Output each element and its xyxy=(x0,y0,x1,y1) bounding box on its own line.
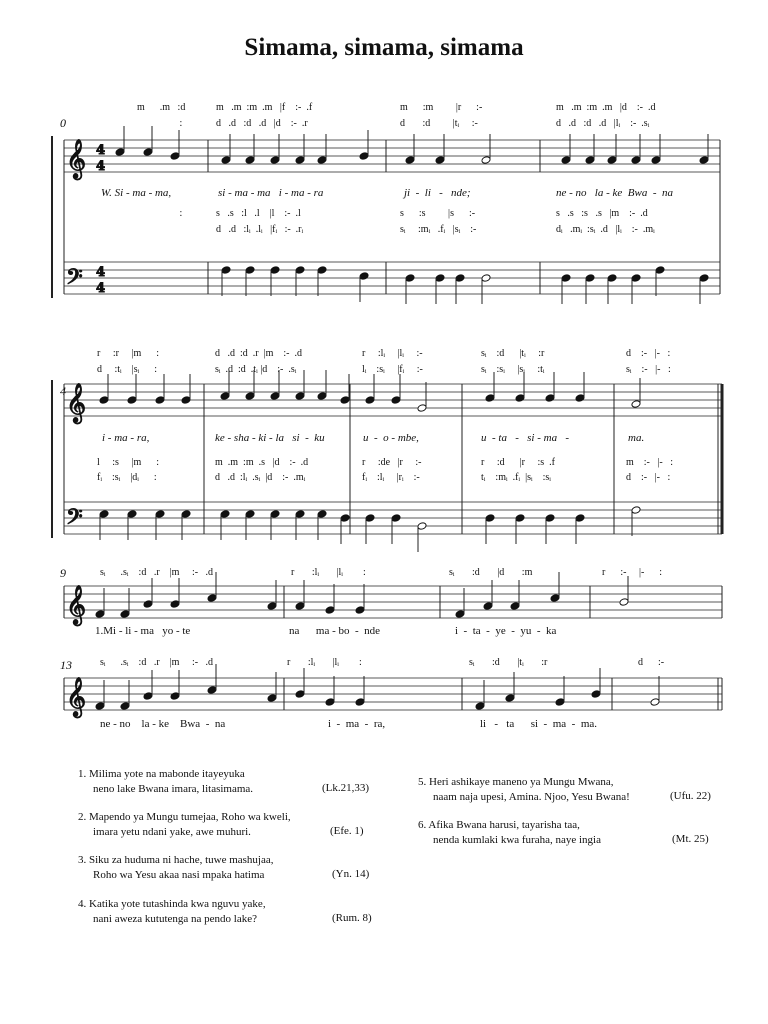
note-head xyxy=(127,510,137,519)
solfa-melody: sᵢ .sᵢ :d .r |m :- .d xyxy=(100,567,214,578)
note-head xyxy=(340,396,350,405)
treble-clef-icon: 𝄞 xyxy=(66,585,87,625)
time-signature: 4 xyxy=(96,281,106,296)
note-head xyxy=(317,156,327,165)
note-head xyxy=(221,156,231,165)
note-head xyxy=(485,514,495,523)
lyric-line: na ma - bo - nde xyxy=(289,625,381,637)
note-head xyxy=(317,510,327,519)
note-head xyxy=(591,690,601,699)
note-head xyxy=(267,694,277,703)
solfa-bass: d :- |- : xyxy=(626,472,671,483)
solfa-melody: r :lᵢ |lᵢ : xyxy=(291,567,366,578)
solfa-soprano: d .d :d .r |m :- .d xyxy=(215,348,302,359)
note-head xyxy=(365,514,375,523)
verse-line: 5. Heri ashikaye maneno ya Mungu Mwana, xyxy=(418,776,614,788)
measure-number: 9 xyxy=(60,566,66,580)
solfa-bass: d .d :lᵢ .lᵢ |fᵢ :- .rᵢ xyxy=(216,224,304,235)
verse-line: 4. Katika yote tutashinda kwa nguvu yake, xyxy=(78,898,266,910)
note-head xyxy=(181,396,191,405)
scripture-reference: (Rum. 8) xyxy=(332,912,372,924)
note-head xyxy=(355,606,365,615)
lyric-line: ji - li - nde; xyxy=(404,187,471,199)
note-head xyxy=(575,394,585,403)
note-head xyxy=(435,274,445,283)
note-head xyxy=(631,400,641,409)
note-head xyxy=(550,594,560,603)
note-head xyxy=(270,156,280,165)
solfa-soprano: sᵢ :d |tᵢ :r xyxy=(481,348,545,359)
note-head xyxy=(270,266,280,275)
solfa-tenor: r :de |r :- xyxy=(362,457,422,468)
note-head xyxy=(207,594,217,603)
verse-1 xyxy=(78,767,253,797)
note-head xyxy=(699,156,709,165)
note-head xyxy=(99,396,109,405)
solfa-soprano: m .m :m .m |d :- .d xyxy=(556,102,656,113)
solfa-melody: r :- |- : xyxy=(602,567,663,578)
lyric-line: 1.Mi - li - ma yo - te xyxy=(95,625,191,637)
solfa-bass: d .d :lᵢ .sᵢ |d :- .mᵢ xyxy=(215,472,306,483)
page-title: Simama, simama, simama xyxy=(244,34,524,61)
verse-line: nenda kumlaki kwa furaha, naye ingia xyxy=(433,834,601,846)
verse-2 xyxy=(78,810,291,840)
note-head xyxy=(143,600,153,609)
solfa-tenor: : xyxy=(137,208,183,219)
note-head xyxy=(120,610,130,619)
lyric-line: u - ta - si - ma - xyxy=(481,432,569,444)
note-head xyxy=(435,156,445,165)
note-head xyxy=(170,152,180,161)
solfa-soprano: m .m :m .m |f :- .f xyxy=(216,102,313,113)
solfa-melody: sᵢ :d |d :m xyxy=(449,567,533,578)
note-head xyxy=(295,156,305,165)
note-head xyxy=(220,392,230,401)
treble-clef-icon: 𝄞 xyxy=(66,139,87,179)
lyric-line: si - ma - ma i - ma - ra xyxy=(218,187,324,199)
note-head xyxy=(295,510,305,519)
solfa-alto: lᵢ :sᵢ |fᵢ :- xyxy=(362,364,423,375)
note-head xyxy=(631,274,641,283)
note-head xyxy=(359,152,369,161)
solfa-alto: sᵢ .d :d .tᵢ |d :- .sᵢ xyxy=(215,364,297,375)
note-head xyxy=(95,702,105,711)
scripture-reference: (Lk.21,33) xyxy=(322,782,370,794)
note-head xyxy=(607,156,617,165)
note-head xyxy=(455,610,465,619)
note-head xyxy=(485,394,495,403)
note-head xyxy=(585,274,595,283)
solfa-soprano: r :lᵢ |lᵢ :- xyxy=(362,348,423,359)
note-head xyxy=(481,156,491,165)
solfa-tenor: s .s :l .l |l :- .l xyxy=(216,208,301,219)
verse-line: 6. Afika Bwana harusi, tayarisha taa, xyxy=(418,819,580,831)
note-head xyxy=(585,156,595,165)
solfa-alto: sᵢ :sᵢ |sᵢ :tᵢ xyxy=(481,364,545,375)
solfa-tenor: s :s |s :- xyxy=(400,208,476,219)
note-head xyxy=(555,698,565,707)
verse-line: neno lake Bwana imara, litasimama. xyxy=(93,783,254,795)
note-head xyxy=(95,610,105,619)
solfa-melody: r :lᵢ |lᵢ : xyxy=(287,657,362,668)
verse-line: imara yetu ndani yake, awe muhuri. xyxy=(93,826,251,838)
solfa-soprano: m .m :d xyxy=(137,102,186,113)
note-head xyxy=(475,702,485,711)
note-head xyxy=(170,600,180,609)
note-head xyxy=(325,698,335,707)
scripture-reference: (Ufu. 22) xyxy=(670,790,711,802)
solfa-bass: tᵢ :mᵢ .fᵢ |sᵢ :sᵢ xyxy=(481,472,551,483)
verse-5 xyxy=(418,775,630,805)
note-head xyxy=(515,394,525,403)
note-head xyxy=(545,394,555,403)
verse-line: nani aweza kututenga na pendo lake? xyxy=(93,913,258,925)
lyric-line: li - ta si - ma - ma. xyxy=(480,718,598,730)
scripture-reference: (Yn. 14) xyxy=(332,868,370,880)
note-head xyxy=(455,274,465,283)
solfa-soprano: m :m |r :- xyxy=(400,102,483,113)
solfa-tenor: r :d |r :s .f xyxy=(481,457,555,468)
note-head xyxy=(417,404,427,413)
note-head xyxy=(245,392,255,401)
scripture-reference: (Mt. 25) xyxy=(672,833,709,845)
lyric-line: ke - sha - ki - la si - ku xyxy=(215,432,325,444)
solfa-tenor: s .s :s .s |m :- .d xyxy=(556,208,648,219)
note-head xyxy=(651,156,661,165)
note-head xyxy=(220,510,230,519)
note-head xyxy=(561,274,571,283)
note-head xyxy=(619,598,629,607)
solfa-melody: sᵢ .sᵢ :d .r |m :- .d xyxy=(100,657,214,668)
solfa-tenor: m :- |- : xyxy=(626,457,673,468)
note-head xyxy=(270,510,280,519)
note-head xyxy=(631,156,641,165)
note-head xyxy=(481,274,491,283)
note-head xyxy=(325,606,335,615)
lyric-line: i - ma - ra, xyxy=(102,432,150,444)
note-head xyxy=(631,506,641,515)
note-head xyxy=(355,698,365,707)
solfa-bass: fᵢ :sᵢ |dᵢ : xyxy=(97,472,157,483)
solfa-alto: : xyxy=(137,118,183,129)
solfa-bass: dᵢ .mᵢ :sᵢ .d |lᵢ :- .mᵢ xyxy=(556,224,655,235)
verse-6 xyxy=(418,818,601,848)
lyric-line: W. Si - ma - ma, xyxy=(101,187,172,199)
note-head xyxy=(405,274,415,283)
note-head xyxy=(699,274,709,283)
note-head xyxy=(245,156,255,165)
solfa-alto: d :tᵢ |sᵢ : xyxy=(97,364,157,375)
note-head xyxy=(155,510,165,519)
time-signature: 4 xyxy=(96,143,106,158)
note-head xyxy=(155,396,165,405)
time-signature: 4 xyxy=(96,265,106,280)
verse-3 xyxy=(78,853,274,883)
measure-number: 13 xyxy=(60,658,72,672)
solfa-bass: sᵢ :mᵢ .fᵢ |sᵢ :- xyxy=(400,224,477,235)
measure-number: 0 xyxy=(60,116,66,130)
note-head xyxy=(143,148,153,157)
solfa-tenor: m .m :m .s |d :- .d xyxy=(215,457,309,468)
measure-number: 4 xyxy=(60,384,66,398)
note-head xyxy=(295,602,305,611)
solfa-alto: d :d |tᵢ :- xyxy=(400,118,478,129)
note-head xyxy=(170,692,180,701)
note-head xyxy=(417,522,427,531)
note-head xyxy=(295,392,305,401)
solfa-alto: d .d :d .d |lᵢ :- .sᵢ xyxy=(556,118,650,129)
note-head xyxy=(221,266,231,275)
note-head xyxy=(655,266,665,275)
solfa-alto: d .d :d .d |d :- .r xyxy=(216,118,308,129)
bass-clef-icon: 𝄢 xyxy=(66,505,83,535)
note-head xyxy=(391,396,401,405)
lyric-line: ne - no la - ke Bwa - na xyxy=(100,718,226,730)
verse-line: Roho wa Yesu akaa nasi mpaka hatima xyxy=(93,869,265,881)
scripture-reference: (Efe. 1) xyxy=(330,825,364,837)
solfa-tenor: l :s |m : xyxy=(97,457,160,468)
note-head xyxy=(340,514,350,523)
time-signature: 4 xyxy=(96,159,106,174)
note-head xyxy=(515,514,525,523)
note-head xyxy=(607,274,617,283)
note-head xyxy=(143,692,153,701)
note-head xyxy=(317,392,327,401)
verse-line: naam naja upesi, Amina. Njoo, Yesu Bwana! xyxy=(433,791,630,803)
note-head xyxy=(317,266,327,275)
note-head xyxy=(295,690,305,699)
note-head xyxy=(365,396,375,405)
solfa-soprano: r :r |m : xyxy=(97,348,159,359)
solfa-alto: sᵢ :- |- : xyxy=(626,364,671,375)
treble-clef-icon: 𝄞 xyxy=(66,677,87,717)
bass-clef-icon: 𝄢 xyxy=(66,265,83,295)
note-head xyxy=(561,156,571,165)
note-head xyxy=(391,514,401,523)
note-head xyxy=(99,510,109,519)
note-head xyxy=(483,602,493,611)
verse-4 xyxy=(78,897,266,927)
note-head xyxy=(127,396,137,405)
note-head xyxy=(295,266,305,275)
note-head xyxy=(575,514,585,523)
lyric-line: ma. xyxy=(628,432,645,444)
verse-line: 2. Mapendo ya Mungu tumejaa, Roho wa kweli, xyxy=(78,811,291,823)
lyric-line: i - ma - ra, xyxy=(328,718,386,730)
note-head xyxy=(359,272,369,281)
note-head xyxy=(245,266,255,275)
note-head xyxy=(650,698,660,707)
note-head xyxy=(405,156,415,165)
note-head xyxy=(181,510,191,519)
note-head xyxy=(510,602,520,611)
solfa-melody: sᵢ :d |tᵢ :r xyxy=(469,657,548,668)
treble-clef-icon: 𝄞 xyxy=(66,383,87,423)
verse-line: 3. Siku za huduma ni hache, tuwe mashujaa, xyxy=(78,854,274,866)
lyric-line: ne - no la - ke Bwa - na xyxy=(556,187,673,199)
lyric-line: u - o - mbe, xyxy=(363,432,419,444)
note-head xyxy=(115,148,125,157)
note-head xyxy=(505,694,515,703)
note-head xyxy=(120,702,130,711)
verse-line: 1. Milima yote na mabonde itayeyuka xyxy=(78,768,245,780)
note-head xyxy=(545,514,555,523)
note-head xyxy=(267,602,277,611)
note-head xyxy=(207,686,217,695)
solfa-bass: fᵢ :lᵢ |rᵢ :- xyxy=(362,472,420,483)
note-head xyxy=(245,510,255,519)
lyric-line: i - ta - ye - yu - ka xyxy=(455,625,557,637)
note-head xyxy=(270,392,280,401)
solfa-melody: d :- xyxy=(638,657,665,668)
solfa-soprano: d :- |- : xyxy=(626,348,671,359)
